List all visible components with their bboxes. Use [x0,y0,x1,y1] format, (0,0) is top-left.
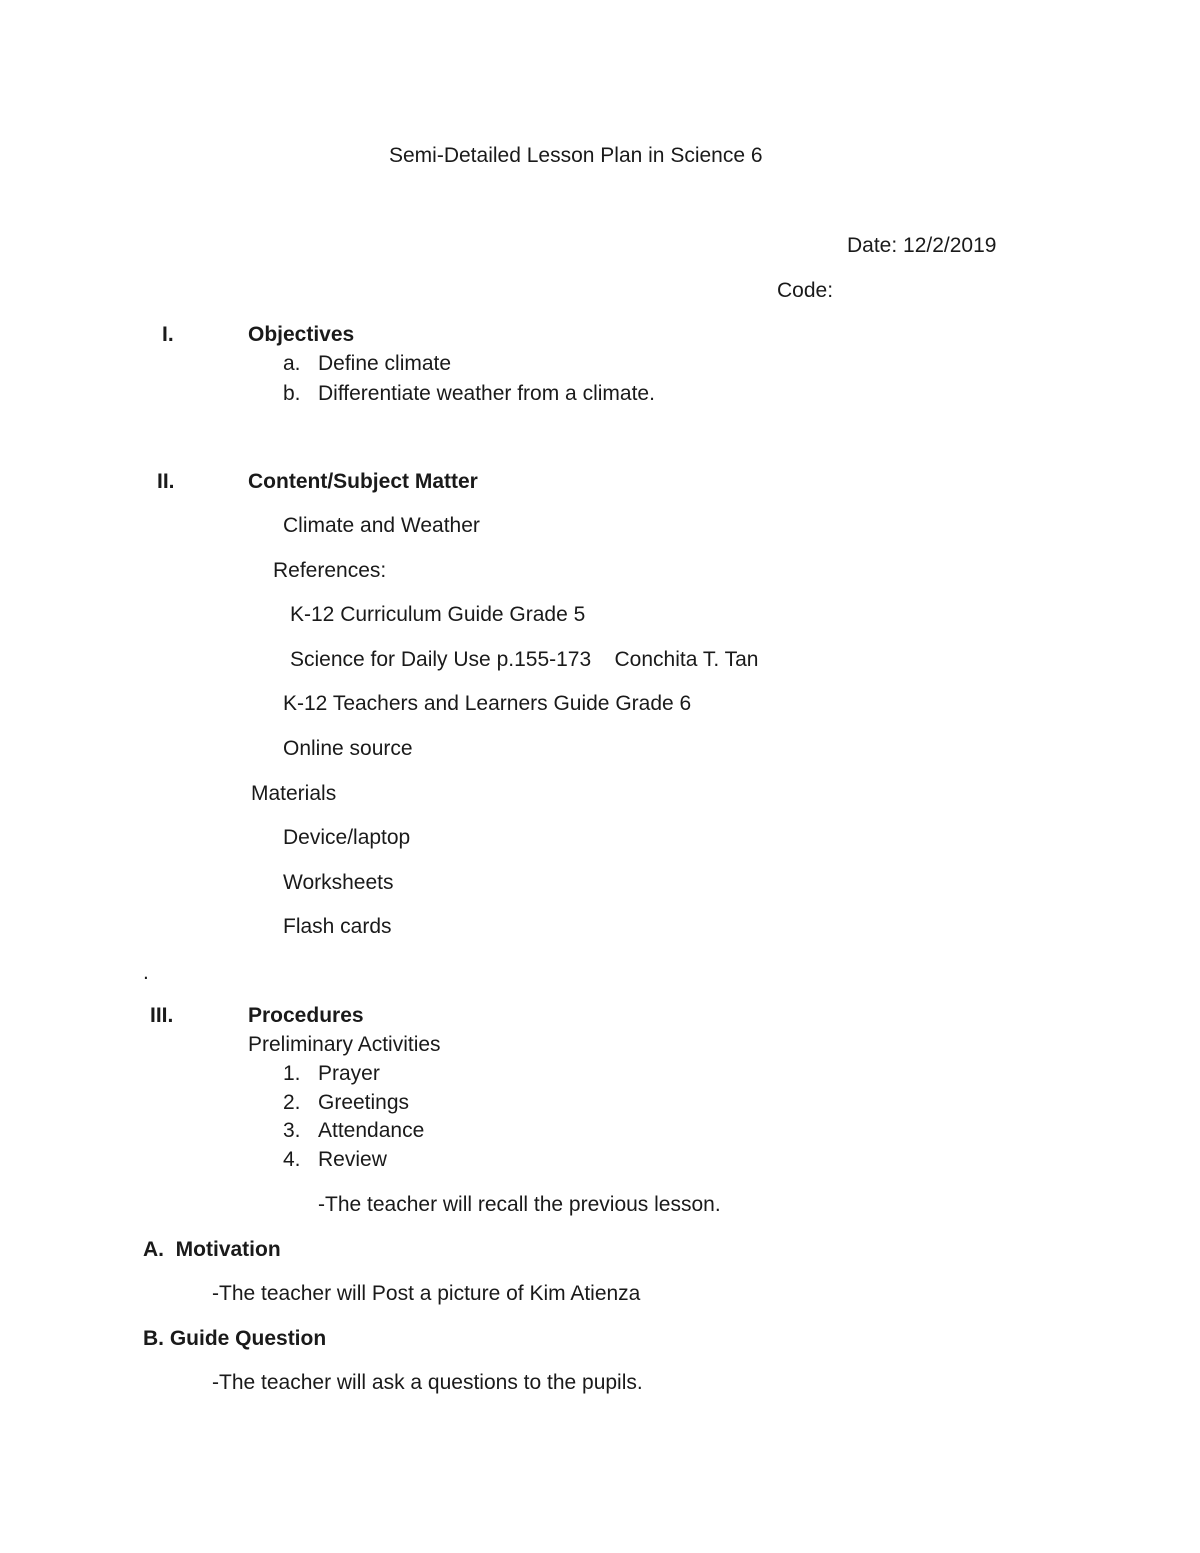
procedure-item: Attendance [318,1119,425,1142]
review-note: -The teacher will recall the previous lesson. [318,1193,721,1216]
guide-question-heading: B. Guide Question [143,1327,327,1350]
list-marker: a. [283,352,301,375]
list-marker: 2. [283,1091,301,1114]
stray-mark: . [143,961,149,984]
section-heading-objectives: Objectives [248,323,355,346]
material-item: Device/laptop [283,826,411,849]
list-marker: b. [283,382,301,405]
motivation-heading: A. Motivation [143,1238,281,1261]
material-item: Worksheets [283,871,394,894]
objective-item: Differentiate weather from a climate. [318,382,655,405]
section-numeral-content: II. [157,470,175,493]
section-heading-content: Content/Subject Matter [248,470,478,493]
guide-question-text: -The teacher will ask a questions to the pupils. [212,1371,643,1394]
topic-text: Climate and Weather [283,514,480,537]
procedure-item: Prayer [318,1062,380,1085]
material-item: Flash cards [283,915,392,938]
list-marker: 3. [283,1119,301,1142]
section-numeral-objectives: I. [162,323,174,346]
section-numeral-procedures: III. [150,1004,174,1027]
materials-label: Materials [251,782,337,805]
section-heading-procedures: Procedures [248,1004,364,1027]
reference-item: K-12 Teachers and Learners Guide Grade 6 [283,692,692,715]
document-title: Semi-Detailed Lesson Plan in Science 6 [389,144,763,167]
reference-item: Science for Daily Use p.155-173 Conchita T. Tan [290,648,759,671]
code-field: Code: [777,279,834,302]
motivation-text: -The teacher will Post a picture of Kim Atienza [212,1282,641,1305]
procedure-item: Greetings [318,1091,410,1114]
date-field: Date: 12/2/2019 [847,234,997,257]
objective-item: Define climate [318,352,452,375]
list-marker: 1. [283,1062,301,1085]
procedure-item: Review [318,1148,387,1171]
list-marker: 4. [283,1148,301,1171]
procedures-subheading: Preliminary Activities [248,1033,441,1056]
reference-item: K-12 Curriculum Guide Grade 5 [290,603,586,626]
reference-item: Online source [283,737,413,760]
references-label: References: [273,559,387,582]
